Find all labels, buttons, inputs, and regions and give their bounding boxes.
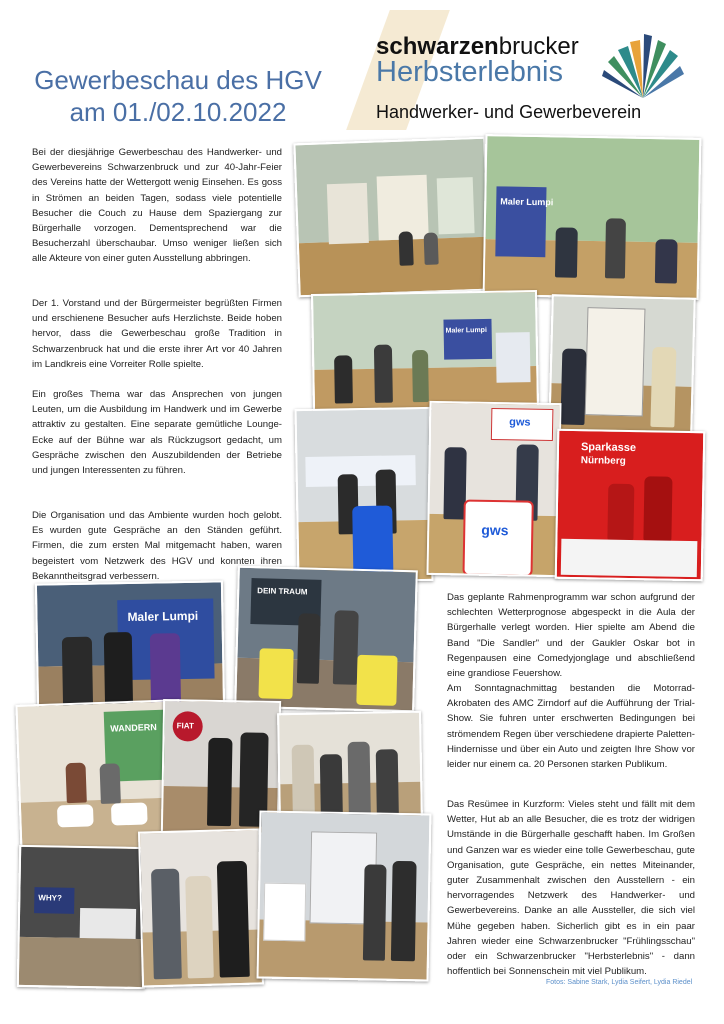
- photo-stand-table-blue: [294, 407, 433, 583]
- title-line-2: am 01./02.10.2022: [69, 97, 287, 127]
- logo-word-bold: schwarzen: [376, 33, 499, 60]
- article-paragraph-3: Ein großes Thema war das Ansprechen von jungen Leuten, um die Ausbildung im Handwerk und im Gewerbe attraktiv zu gestalten. Eine separate gemütliche Lounge-Ecke auf der Bühne war als Rückzugsort gedacht, um Gespräche zwischen den Auszubildenden der Betriebe und jungen Interessenten zu führen.: [32, 389, 282, 477]
- fiat-sign: FIAT: [176, 721, 194, 731]
- gws-sign-top: gws: [509, 416, 531, 429]
- photo-gws-stand: [426, 401, 561, 577]
- logo-association-name: Handwerker- und Gewerbeverein: [376, 102, 642, 122]
- article-paragraph-5: Das geplante Rahmenprogramm war schon aufgrund der schlechten Wetterprognose abgespeckt in die Aula der Bürgerhalle verlegt worden. Hier spielte am Abend die Band "Die Sandler" und der Gaukler Oskar bot in Regenpausen eine Comedyjonglage und abschließend eine grandiose Feuershow.: [447, 592, 695, 680]
- photo-maler-lumpi-team: [35, 580, 225, 711]
- article-paragraph-7: Das Resümee in Kurzform: Vieles steht und fällt mit dem Wetter, Hut ab an alle Besucher, die es trotz der widrigen Umstände in die Bürgerhalle geschafft haben. Im Großen und Ganzen war es wieder eine tolle Gewerbeschau, gute Organisation, gute Gespräche, ein nettes Miteinander, guter Zusammenhalt zwischen den Ausstellern - ein hervorragendes Netzwerk des Handwerker- und Gewerbevereins. Danke an alle Aussteller, die sich viel Mühe gegeben haben. Sicherlich gibt es in ein paar Jahren wieder eine Schwarzenbrucker "Frühlingsschau" oder ein Schwarzenbrucker "Herbsterlebnis" - dann hoffentlich bei Sonnenschein mit viel Publikum.: [447, 799, 695, 978]
- photo-why-stand: [17, 845, 147, 989]
- wandern-sign: WANDERN: [110, 721, 157, 734]
- photo-hall-overview: [293, 137, 490, 298]
- sparkasse-sign: Sparkasse: [580, 441, 637, 455]
- traum-sign: DEIN TRAUM: [257, 586, 308, 597]
- photo-visitors-aisle: [311, 290, 539, 412]
- maler-lumpi-sign-1: Maler Lumpi: [500, 196, 554, 208]
- gws-sign-counter: gws: [481, 521, 509, 539]
- article-paragraph-4: Die Organisation und das Ambiente wurden hoch gelobt. Es wurden gute Gespräche an den Ständen geführt. Firmen, die zum ersten Mal mitgemacht haben, waren begeistert vom Netzwerk des HGV und konnten ihren Bekanntheitsgrad verbessern.: [32, 510, 282, 582]
- logo-word-rest: brucker: [498, 33, 579, 60]
- why-sign: WHY?: [38, 893, 62, 903]
- maler-lumpi-sign-2: Maler Lumpi: [445, 326, 487, 335]
- photo-maler-lumpi-stand: [483, 134, 702, 300]
- logo-wordmark-line-2: Herbsterlebnis: [376, 56, 563, 88]
- page-title: [18, 64, 338, 128]
- photo-heating-stand: [257, 811, 432, 982]
- article-paragraph-6: Am Sonntagnachmittag bestanden die Motorrad-Akrobaten des AMC Zirndorf auf die Aufführung der Trial-Show. Sie fuhren unter erschwerten Bedingungen bei strömendem Regen über verschiedene drapierte Paletten-Hindernisse und über ein Auto und zeigten Ihre Show vor leider nur einem ca. 20 Personen starken Publikum.: [447, 683, 695, 771]
- photo-three-people: [138, 828, 264, 987]
- photo-sparkasse-stand: [555, 429, 706, 582]
- photo-bathroom-stand: [234, 566, 418, 713]
- article-paragraph-1: Bei der diesjährige Gewerbeschau des Handwerker- und Gewerbevereins Schwarzenbruck und zur 40-Jahr-Feier des Vereins hatte der Wettergott wenig Einsehen. Es goss in Strömen an beiden Tagen, sodass viele potentielle Besucher die Couch zu Hause dem Spaziergang zur Bürgerhalle vorzogen. Dementsprechend war die Besucherzahl überschaubar. Umso weniger ließen sich alle Akteure von einer guten Ausstellung abbringen.: [32, 147, 282, 265]
- logo-fan-icon: [598, 28, 688, 100]
- sparkasse-city-sign: Nürnberg: [580, 455, 626, 467]
- photo-group-five: [277, 711, 423, 823]
- article-paragraph-2: Der 1. Vorstand und der Bürgermeister begrüßten Firmen und erschienene Besucher aufs Herzlichste. Beide hoben hervor, dass die Gewerbeschau große Tradition in Schwarzenbruck hat und die erste ihrer Art vor 40 Jahren im Landkreis eine Vorreiter Rolle spielte.: [32, 298, 282, 370]
- maler-lumpi-sign-3: Maler Lumpi: [127, 608, 199, 625]
- photo-credits: Fotos: Sabine Stark, Lydia Seifert, Lydia Riedel: [546, 979, 693, 986]
- photo-two-men-banner: [548, 294, 696, 436]
- title-line-1: Gewerbeschau des HGV: [34, 65, 322, 95]
